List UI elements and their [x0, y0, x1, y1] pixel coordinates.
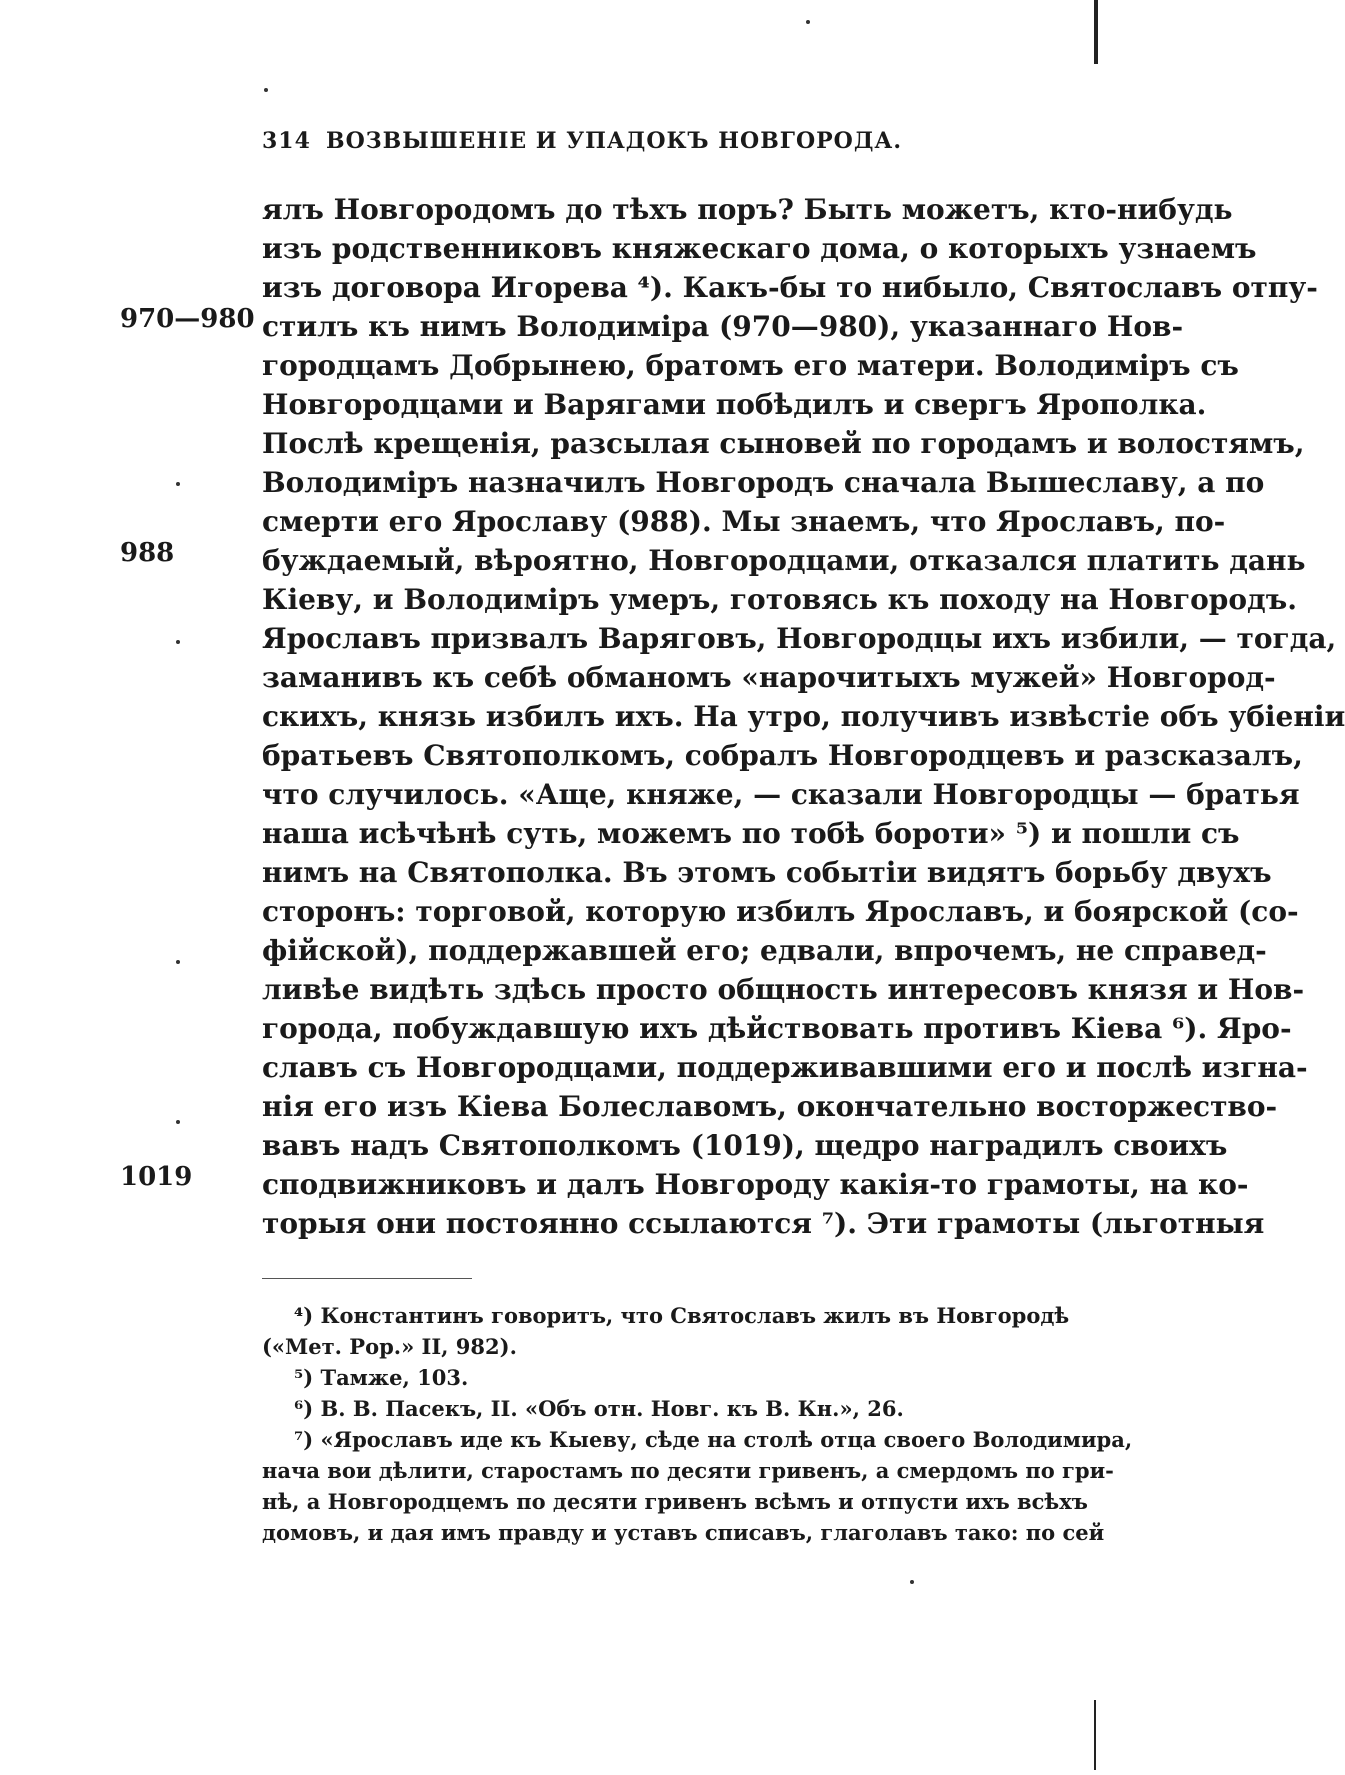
footnote-line: нѣ, а Новгородцемъ по десяти гривенъ всѣмъ и отпусти ихъ всѣхъ [262, 1489, 1088, 1514]
scan-edge-mark [1094, 0, 1098, 64]
footnote-line: ⁴) Константинъ говоритъ, что Святославъ жилъ въ Новгородѣ [294, 1303, 1070, 1328]
text-line: смерти его Ярославу (988). Мы знаемъ, что Ярославъ, по- [262, 505, 1226, 538]
body-text [262, 190, 1345, 1243]
scan-speck [806, 20, 810, 24]
margin-date: 1019 [120, 1162, 193, 1192]
footnote-line: («Мет. Рор.» II, 982). [262, 1334, 517, 1359]
page-number: 314 [262, 128, 311, 154]
text-line: изъ договора Игорева ⁴). Какъ-бы то нибыло, Святославъ отпу- [262, 271, 1318, 304]
scan-speck [264, 88, 268, 92]
text-line: нимъ на Святополка. Въ этомъ событіи видятъ борьбу двухъ [262, 856, 1272, 889]
text-line: города, побуждавшую ихъ дѣйствовать противъ Кіева ⁶). Яро- [262, 1012, 1292, 1045]
text-line: вавъ надъ Святополкомъ (1019), щедро наградилъ своихъ [262, 1129, 1228, 1162]
text-line: братьевъ Святополкомъ, собралъ Новгородцевъ и разсказалъ, [262, 739, 1303, 772]
text-line: заманивъ къ себѣ обманомъ «нарочитыхъ мужей» Новгород- [262, 661, 1276, 694]
scan-speck [176, 960, 180, 964]
footnotes [262, 1300, 1133, 1548]
text-line: наша исѣчѣнѣ суть, можемъ по тобѣ бороти» ⁵) и пошли съ [262, 817, 1240, 850]
text-line: славъ съ Новгородцами, поддерживавшими его и послѣ изгна- [262, 1051, 1308, 1084]
text-line: Новгородцами и Варягами побѣдилъ и свергъ Ярополка. [262, 388, 1207, 421]
scan-edge-mark [1094, 1700, 1096, 1770]
margin-date: 988 [120, 538, 175, 568]
text-line: изъ родственниковъ княжескаго дома, о которыхъ узнаемъ [262, 232, 1257, 265]
text-line: буждаемый, вѣроятно, Новгородцами, отказался платить дань [262, 544, 1306, 577]
text-line: сторонъ: торговой, которую избилъ Ярославъ, и боярской (со- [262, 895, 1299, 928]
page-header [262, 128, 902, 160]
text-line: что случилось. «Аще, княже, — сказали Новгородцы — братья [262, 778, 1300, 811]
running-title: ВОЗВЫШЕНІЕ И УПАДОКЪ НОВГОРОДА. [325, 128, 902, 154]
scan-speck [176, 482, 180, 486]
footnote-rule [262, 1278, 472, 1279]
text-line: фійской), поддержавшей его; едвали, впрочемъ, не справед- [262, 934, 1267, 967]
text-line: торыя они постоянно ссылаются ⁷). Эти грамоты (льготныя [262, 1207, 1265, 1240]
footnote-line: нача вои дѣлити, старостамъ по десяти гривенъ, а смердомъ по гри- [262, 1458, 1114, 1483]
text-line: ялъ Новгородомъ до тѣхъ поръ? Быть можетъ, кто-нибудь [262, 193, 1233, 226]
scan-speck [910, 1580, 914, 1584]
text-line: скихъ, князь избилъ ихъ. На утро, получивъ извѣстіе объ убіеніи [262, 700, 1345, 733]
text-line: Володиміръ назначилъ Новгородъ сначала Вышеславу, а по [262, 466, 1265, 499]
text-line: нія его изъ Кіева Болеславомъ, окончательно восторжество- [262, 1090, 1278, 1123]
text-line: стилъ къ нимъ Володиміра (970—980), указаннаго Нов- [262, 310, 1184, 343]
footnote-line: ⁵) Тамже, 103. [294, 1365, 469, 1390]
scan-speck [176, 640, 180, 644]
text-line: Кіеву, и Володиміръ умеръ, готовясь къ походу на Новгородъ. [262, 583, 1297, 616]
text-line: городцамъ Добрынею, братомъ его матери. Володиміръ съ [262, 349, 1239, 382]
footnote-line: домовъ, и дая имъ правду и уставъ списавъ, глаголавъ тако: по сей [262, 1520, 1105, 1545]
footnote-line: ⁶) В. В. Пасекъ, II. «Объ отн. Новг. къ В. Кн.», 26. [294, 1396, 904, 1421]
text-line: ливѣе видѣть здѣсь просто общность интересовъ князя и Нов- [262, 973, 1305, 1006]
text-line: Послѣ крещенія, разсылая сыновей по городамъ и волостямъ, [262, 427, 1305, 460]
footnote-line: ⁷) «Ярославъ иде къ Кыеву, сѣде на столѣ отца своего Володимира, [294, 1427, 1133, 1452]
text-line: Ярославъ призвалъ Варяговъ, Новгородцы ихъ избили, — тогда, [262, 622, 1337, 655]
margin-date: 970—980 [120, 304, 255, 334]
text-line: сподвижниковъ и далъ Новгороду какія-то грамоты, на ко- [262, 1168, 1249, 1201]
scan-speck [176, 1120, 180, 1124]
